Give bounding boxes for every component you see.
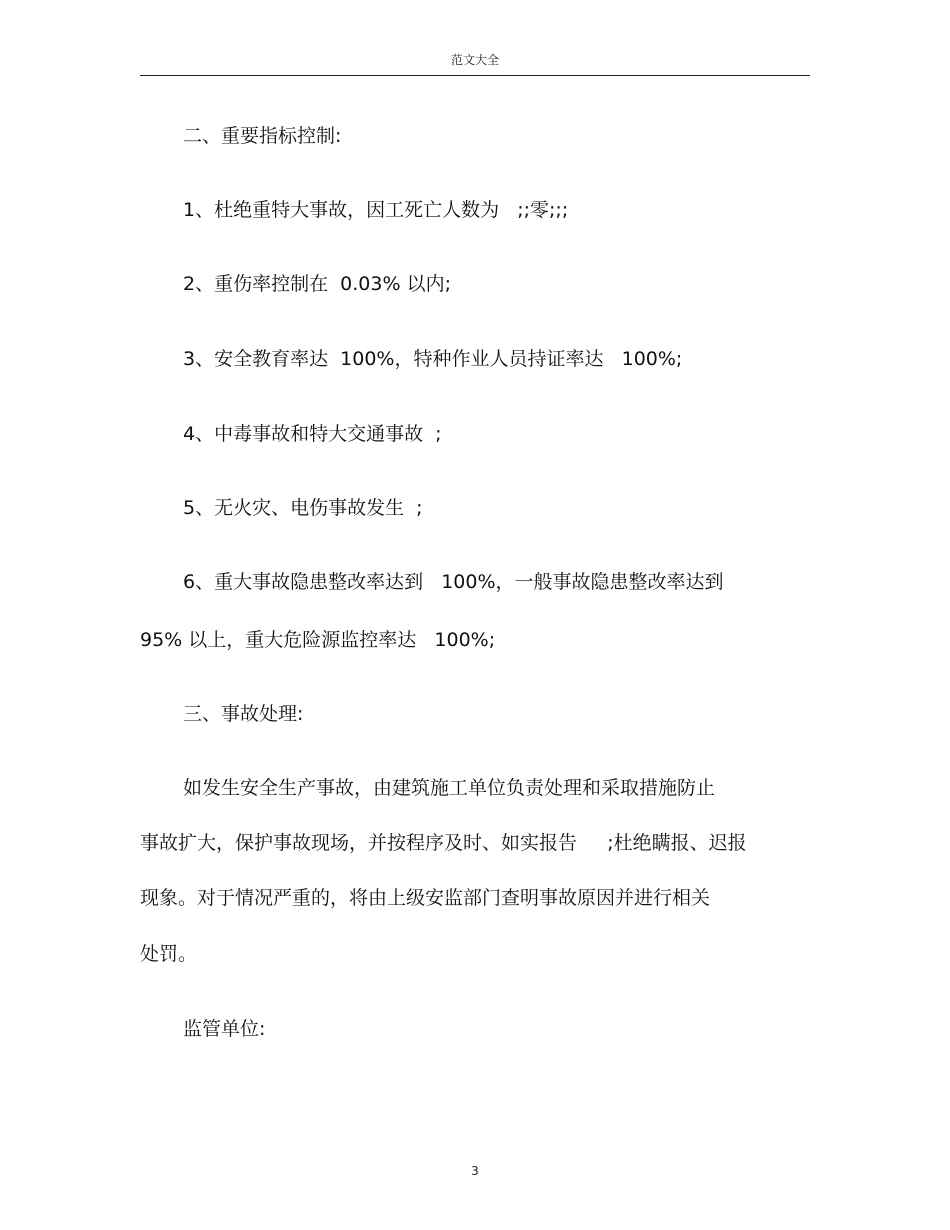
paragraph-line: 处罚。 [140, 943, 198, 965]
list-item: 4、中毒事故和特大交通事故 ; [183, 423, 442, 445]
list-item-continuation: 95% 以上，重大危险源监控率达 100%; [140, 629, 496, 651]
section-heading-accident-handling: 三、事故处理: [183, 703, 304, 725]
paragraph-line: 如发生安全生产事故，由建筑施工单位负责处理和采取措施防止 [183, 777, 716, 799]
list-item: 6、重大事故隐患整改率达到 100%，一般事故隐患整改率达到 [183, 571, 724, 593]
list-item: 3、安全教育率达 100%，特种作业人员持证率达 100%; [183, 348, 683, 370]
section-heading-key-indicators: 二、重要指标控制: [183, 125, 342, 147]
paragraph-line: 事故扩大，保护事故现场，并按程序及时、如实报告 ;杜绝瞒报、迟报 [140, 832, 747, 854]
list-item: 5、无火灾、电伤事故发生 ; [183, 497, 423, 519]
header-divider [140, 75, 810, 76]
page-number: 3 [471, 1164, 479, 1178]
header-title: 范文大全 [450, 53, 499, 67]
list-item: 1、杜绝重特大事故，因工死亡人数为 ;;零;;; [183, 199, 569, 221]
list-item: 2、重伤率控制在 0.03% 以内; [183, 273, 451, 295]
paragraph-line: 现象。对于情况严重的，将由上级安监部门查明事故原因并进行相关 [140, 887, 711, 909]
supervising-unit-label: 监管单位: [183, 1018, 266, 1040]
